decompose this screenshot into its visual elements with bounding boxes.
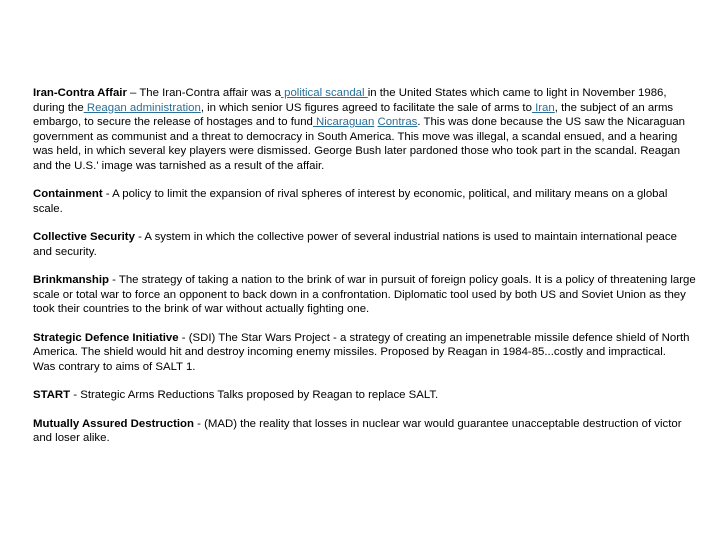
- entry-text: - A policy to limit the expansion of rival spheres of interest by economic, political, and military means on a global scale.: [33, 188, 668, 215]
- entry-term: Containment: [33, 188, 103, 200]
- contras-link[interactable]: Contras: [377, 116, 418, 128]
- entry-strategic-defence-initiative: [33, 331, 698, 375]
- entry-text: . This was done because the US saw the Nicaraguan government as communist and a threat to democracy in South America. This move was illegal, a scandal ensued, and a hearing was held, in which several key players were dismissed. George Bush later pardoned those who took part in the scandal. Reagan and the U.S.' image was tarnished as a result of the affair.: [33, 116, 685, 172]
- entry-text: - Strategic Arms Reductions Talks proposed by Reagan to replace SALT.: [70, 389, 439, 401]
- entry-containment: [33, 187, 698, 216]
- entry-text: , in which senior US figures agreed to facilitate the sale of arms to: [200, 101, 532, 114]
- entry-collective-security: [33, 230, 698, 259]
- entry-brinkmanship: [33, 273, 698, 317]
- entry-text: in the United States which came to light in November 1986, during the: [33, 87, 667, 114]
- entry-start: [33, 388, 698, 403]
- entry-term: START: [33, 389, 71, 401]
- entry-term: Collective Security: [33, 231, 135, 243]
- entry-text: - (MAD) the reality that losses in nuclear war would guarantee unacceptable destruction of victor and loser alike.: [33, 417, 682, 444]
- reagan-administration-link[interactable]: Reagan administration: [83, 101, 201, 114]
- nicaraguan-link[interactable]: Nicaraguan: [312, 116, 375, 128]
- entry-term: Mutually Assured Destruction: [33, 417, 194, 430]
- entry-term: Brinkmanship: [33, 274, 109, 286]
- entry-term: Iran-Contra Affair: [33, 87, 127, 99]
- entry-iran-contra: [33, 86, 698, 173]
- entry-text: - A system in which the collective power of several industrial nations is used to maintain international peace and security.: [33, 231, 677, 258]
- entry-text: - The strategy of taking a nation to the brink of war in pursuit of foreign policy goals. It is a policy of threatening large scale or total war to force an opponent to back down in a confrontation. Diplomatic tool used by both US and Soviet Union as they took their countries to the brink of war without actually fighting one.: [33, 274, 696, 315]
- entry-text-line2: Was contrary to aims of SALT 1.: [33, 360, 196, 373]
- iran-link[interactable]: Iran: [531, 101, 555, 114]
- glossary-content: [33, 86, 698, 460]
- entry-text: The Iran-Contra affair was a: [139, 87, 281, 99]
- entry-text: - (SDI) The Star Wars Project - a strategy of creating an impenetrable missile defence shield of North America. The shield would hit and destroy incoming enemy missiles. Proposed by Reagan in 1984-85...costly and impractical.: [33, 331, 690, 358]
- entry-text: , the subject of an arms embargo, to secure the release of hostages and to fund: [33, 101, 674, 128]
- entry-term: Strategic Defence Initiative: [33, 331, 179, 344]
- political-scandal-link[interactable]: political scandal: [280, 87, 368, 99]
- entry-separator: –: [126, 87, 140, 99]
- entry-mutually-assured-destruction: [33, 417, 698, 446]
